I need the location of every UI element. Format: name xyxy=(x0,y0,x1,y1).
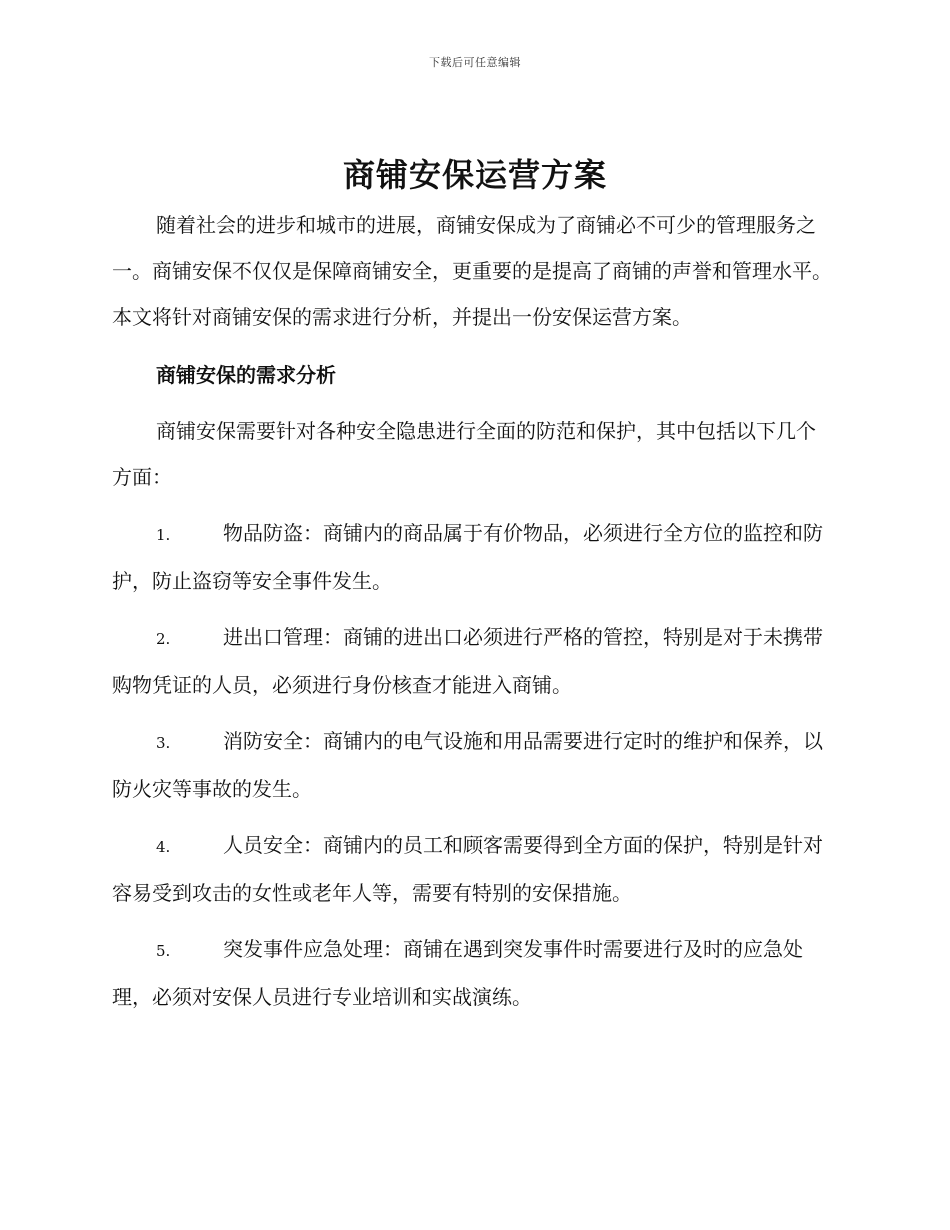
list-item-number: 2. xyxy=(156,630,171,648)
section-heading: 商铺安保的需求分析 xyxy=(156,363,336,387)
list-item-number: 1. xyxy=(156,526,171,544)
document-body xyxy=(112,202,834,1020)
page-title: 商铺安保运营方案 xyxy=(342,156,607,194)
list-item-number: 3. xyxy=(156,734,171,752)
header-note: 下载后可任意编辑 xyxy=(429,56,521,69)
list-item-text: 进出口管理：商铺的进出口必须进行严格的管控，特别是对于未携带购物凭证的人员，必须进行身份核查才能进入商铺。 xyxy=(112,625,823,697)
list-item xyxy=(112,510,834,604)
list-item-text: 突发事件应急处理：商铺在遇到突发事件时需要进行及时的应急处理，必须对安保人员进行专业培训和实战演练。 xyxy=(112,937,803,1009)
list-item-number: 4. xyxy=(156,838,171,856)
list-item xyxy=(112,822,834,916)
section-intro-paragraph: 商铺安保需要针对各种安全隐患进行全面的防范和保护，其中包括以下几个方面： xyxy=(112,419,816,489)
list-item xyxy=(112,718,834,812)
list-item-text: 物品防盗：商铺内的商品属于有价物品，必须进行全方位的监控和防护，防止盗窃等安全事件发生。 xyxy=(112,521,823,593)
list-item-number: 5. xyxy=(156,942,171,960)
intro-paragraph: 随着社会的进步和城市的进展，商铺安保成为了商铺必不可少的管理服务之一。商铺安保不仅仅是保障商铺安全，更重要的是提高了商铺的声誉和管理水平。本文将针对商铺安保的需求进行分析，并提出一份安保运营方案。 xyxy=(112,213,832,329)
list-item-text: 消防安全：商铺内的电气设施和用品需要进行定时的维护和保养，以防火灾等事故的发生。 xyxy=(112,729,823,801)
list-item xyxy=(112,926,834,1020)
list-item xyxy=(112,614,834,708)
list-item-text: 人员安全：商铺内的员工和顾客需要得到全方面的保护，特别是针对容易受到攻击的女性或老年人等，需要有特别的安保措施。 xyxy=(112,833,823,905)
